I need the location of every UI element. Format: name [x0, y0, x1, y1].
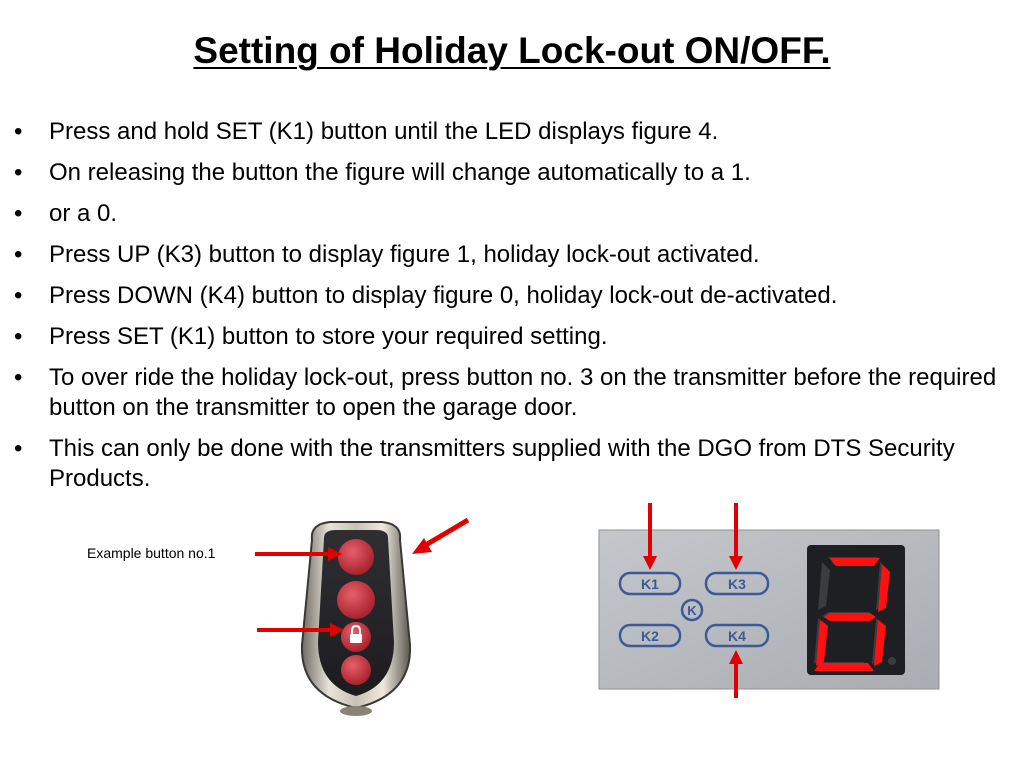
instruction-list: [14, 117, 1018, 505]
panel-button-k1-label: K1: [641, 576, 659, 592]
list-item: [14, 240, 1018, 270]
fob-button-1: [338, 539, 374, 575]
list-item: [14, 199, 1018, 229]
list-item: [14, 363, 1018, 423]
bullet-icon: •: [14, 323, 23, 350]
bullet-icon: •: [14, 364, 23, 391]
panel-button-k2-label: K2: [641, 628, 659, 644]
list-item-text: or a 0.: [49, 200, 118, 227]
fob-button-2: [337, 581, 375, 619]
decimal-point: [888, 657, 896, 665]
panel-k-emblem-label: K: [687, 603, 697, 618]
panel-button-k3-label: K3: [728, 576, 746, 592]
key-fob-image: [250, 510, 480, 720]
list-item: [14, 281, 1018, 311]
panel-button-k4-label: K4: [728, 628, 746, 644]
control-panel-image: [598, 500, 940, 700]
bullet-icon: •: [14, 159, 23, 186]
list-item-text: To over ride the holiday lock-out, press button no. 3 on the transmitter before the required button on the transmitter to open the garage door.: [49, 364, 997, 421]
bullet-icon: •: [14, 435, 23, 462]
list-item: [14, 158, 1018, 188]
list-item-text: Press and hold SET (K1) button until the LED displays figure 4.: [49, 118, 719, 145]
red-arrow-icon: [255, 547, 342, 561]
list-item: [14, 434, 1018, 494]
list-item-text: This can only be done with the transmitters supplied with the DGO from DTS Security Products.: [49, 435, 955, 492]
bullet-icon: •: [14, 118, 23, 145]
list-item: [14, 117, 1018, 147]
list-item-text: Press SET (K1) button to store your required setting.: [49, 323, 608, 350]
list-item-text: On releasing the button the figure will change automatically to a 1.: [49, 159, 751, 186]
bullet-icon: •: [14, 200, 23, 227]
slide-title: Setting of Holiday Lock-out ON/OFF.: [193, 30, 831, 71]
fob-caption: Example button no.1: [87, 545, 216, 561]
red-arrow-icon: [257, 623, 344, 637]
bullet-icon: •: [14, 241, 23, 268]
bullet-icon: •: [14, 282, 23, 309]
list-item-text: Press DOWN (K4) button to display figure 0, holiday lock-out de-activated.: [49, 282, 838, 309]
seven-segment-display: [807, 545, 905, 675]
list-item: [14, 322, 1018, 352]
list-item-text: Press UP (K3) button to display figure 1, holiday lock-out activated.: [49, 241, 760, 268]
red-arrow-icon: [412, 520, 468, 554]
fob-button-4: [341, 655, 371, 685]
